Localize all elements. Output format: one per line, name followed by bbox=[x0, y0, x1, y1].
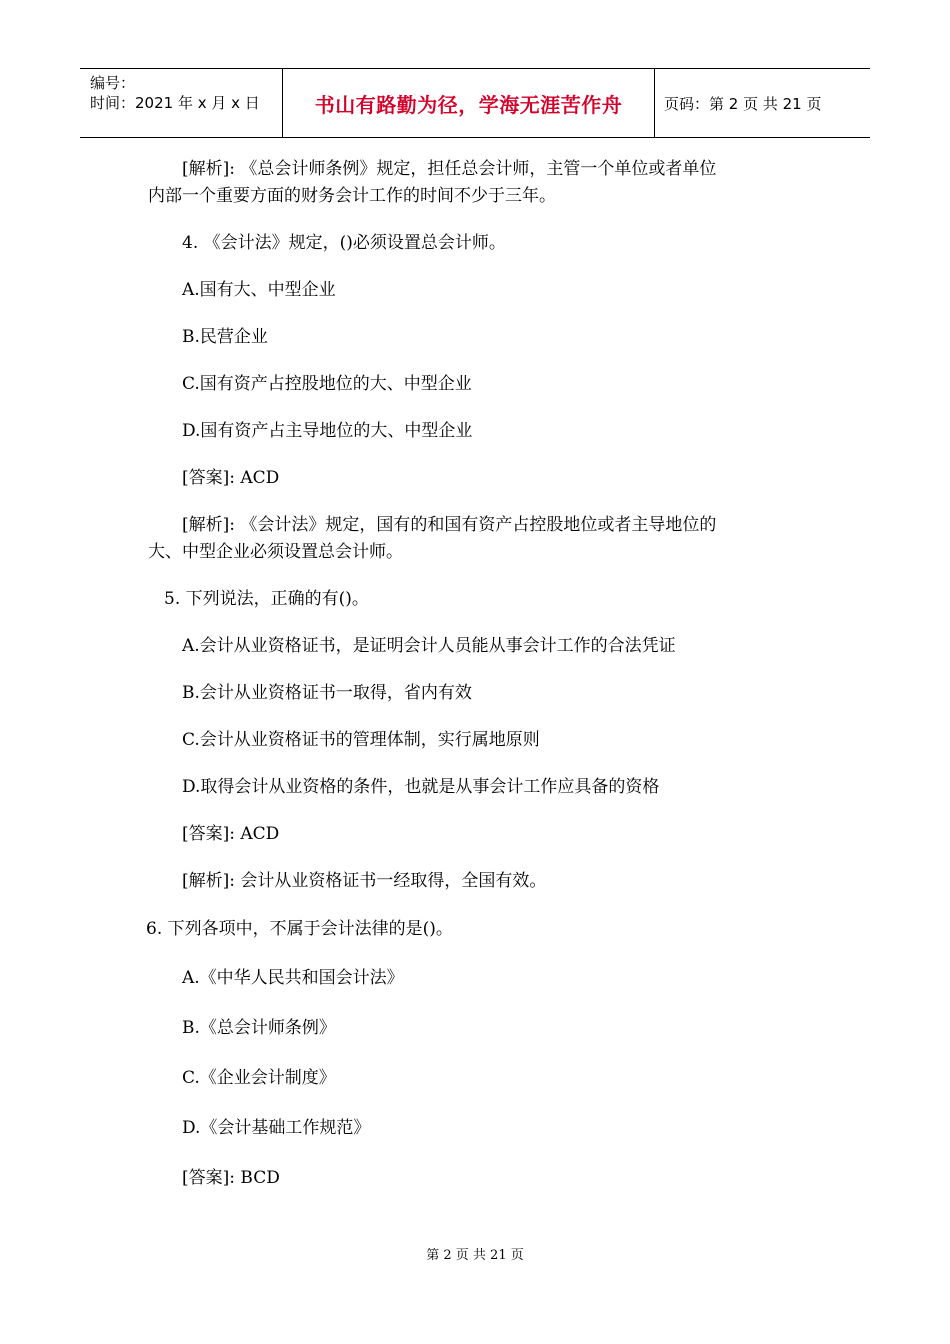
answer: [答案]: BCD bbox=[182, 1168, 280, 1188]
explanation-line: 内部一个重要方面的财务会计工作的时间不少于三年。 bbox=[148, 186, 556, 206]
option-d: D.国有资产占主导地位的大、中型企业 bbox=[182, 421, 473, 441]
option-c: C.国有资产占控股地位的大、中型企业 bbox=[182, 374, 472, 394]
option-b: B.会计从业资格证书一取得，省内有效 bbox=[182, 683, 472, 703]
question-6: 6. 下列各项中，不属于会计法律的是()。 bbox=[146, 919, 453, 939]
question-4: 4. 《会计法》规定，()必须设置总会计师。 bbox=[182, 233, 506, 253]
option-a: A.国有大、中型企业 bbox=[182, 280, 336, 300]
explanation-line: [解析]: 《总会计师条例》规定，担任总会计师，主管一个单位或者单位 bbox=[182, 159, 717, 179]
option-a: A.《中华人民共和国会计法》 bbox=[182, 968, 404, 988]
option-b: B.《总会计师条例》 bbox=[182, 1018, 336, 1038]
page-info: 页码：第 2 页 共 21 页 bbox=[664, 94, 822, 113]
explanation-line: [解析]: 会计从业资格证书一经取得，全国有效。 bbox=[182, 871, 547, 891]
option-d: D.《会计基础工作规范》 bbox=[182, 1118, 371, 1138]
option-a: A.会计从业资格证书，是证明会计人员能从事会计工作的合法凭证 bbox=[182, 636, 676, 656]
explanation-line: 大、中型企业必须设置总会计师。 bbox=[148, 542, 403, 562]
time-label: 时间：2021 年 x 月 x 日 bbox=[90, 94, 260, 112]
option-b: B.民营企业 bbox=[182, 327, 268, 347]
answer: [答案]: ACD bbox=[182, 468, 280, 488]
option-d: D.取得会计从业资格的条件，也就是从事会计工作应具备的资格 bbox=[182, 777, 660, 797]
option-c: C.《企业会计制度》 bbox=[182, 1068, 336, 1088]
explanation-line: [解析]: 《会计法》规定，国有的和国有资产占控股地位或者主导地位的 bbox=[182, 515, 717, 535]
motto-text: 书山有路勤为径，学海无涯苦作舟 bbox=[314, 92, 623, 117]
page-footer: 第 2 页 共 21 页 bbox=[426, 1248, 524, 1263]
number-label: 编号： bbox=[90, 74, 136, 92]
option-c: C.会计从业资格证书的管理体制，实行属地原则 bbox=[182, 730, 540, 750]
question-5: 5. 下列说法，正确的有()。 bbox=[164, 589, 369, 609]
answer: [答案]: ACD bbox=[182, 824, 280, 844]
